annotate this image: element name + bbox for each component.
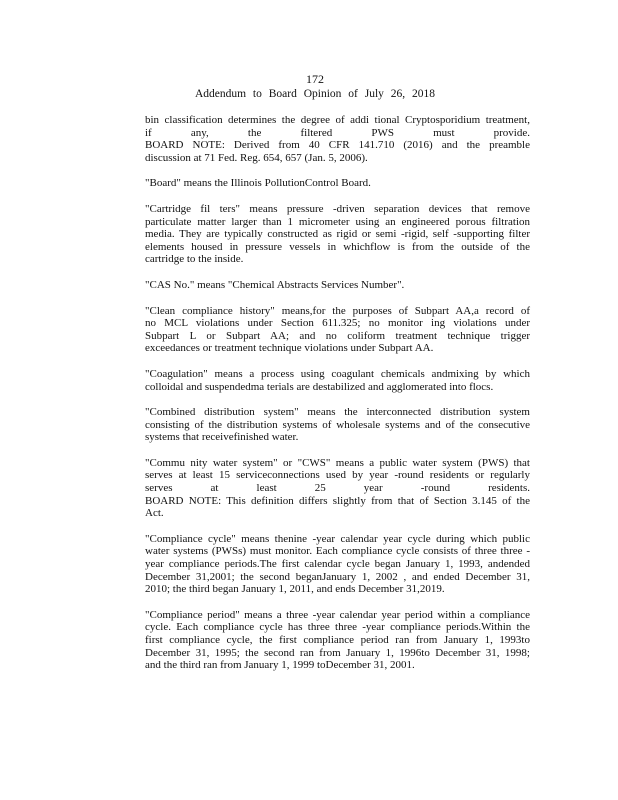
paragraph-line: "Board" means the Illinois PollutionControl Board.: [145, 177, 371, 190]
paragraph-line: "Cartridge fil ters" means pressure -driven separation devices that remove: [145, 202, 530, 215]
paragraph-line: consisting of the distribution systems of wholesale systems and of the consecutive: [145, 418, 530, 431]
paragraph-line: first compliance cycle, the first compliance period ran from January 1, 1993to: [145, 634, 530, 646]
paragraph-line: serves at least 25 year -round residents.: [145, 482, 530, 495]
running-header-text: Addendum to Board Opinion of July 26, 2018: [194, 88, 436, 100]
definition-paragraph-compliance-cycle: [145, 533, 530, 596]
paragraph-line: and the third ran from January 1, 1999 toDecember 31, 2001.: [145, 659, 415, 672]
paragraph-line: Subpart L or Subpart AA; and no coliform treatment technique trigger: [145, 329, 530, 342]
paragraph-line: cartridge to the inside.: [145, 253, 244, 266]
page-number-text: 172: [306, 72, 324, 86]
paragraph-line: cycle. Each compliance cycle has three three -year compliance periods.Within the: [145, 621, 530, 634]
paragraph-line: if any, the filtered PWS must provide.: [145, 126, 530, 139]
paragraph-line: elements housed in pressure vessels in whichflow is from the outside of the: [145, 240, 530, 253]
paragraph-line: "Compliance period" means a three -year calendar year period within a compliance: [145, 608, 530, 621]
paragraph-line: "Combined distribution system" means the interconnected distribution system: [145, 406, 530, 419]
definition-paragraph-compliance-period: [145, 609, 530, 672]
running-header: [0, 88, 618, 100]
page-number: [0, 72, 618, 87]
paragraph-line: discussion at 71 Fed. Reg. 654, 657 (Jan. 5, 2006).: [145, 151, 368, 164]
definition-paragraph-clean-compliance-history: [145, 305, 530, 355]
definition-paragraph-combined-distribution-system: [145, 406, 530, 444]
definition-paragraph-cas-no: [145, 279, 530, 292]
paragraph-line: year compliance periods.The first calendar cycle began January 1, 1993, andended: [145, 558, 530, 571]
paragraph-line: Act.: [145, 507, 164, 520]
paragraph-line: colloidal and suspendedma terials are destabilized and agglomerated into flocs.: [145, 380, 494, 393]
paragraph-line: "CAS No." means "Chemical Abstracts Services Number".: [145, 278, 405, 291]
paragraph-line: no MCL violations under Section 611.325; no monitor ing violations under: [145, 317, 530, 330]
paragraph-line: bin classification determines the degree of addi tional Cryptosporidium treatment,: [145, 114, 530, 126]
paragraph-line: particulate matter larger than 1 micrometer using an engineered porous filtration: [145, 215, 530, 228]
paragraph-line: "Clean compliance history" means,for the purposes of Subpart AA,a record of: [145, 304, 530, 317]
paragraph-line: water systems (PWSs) must monitor. Each compliance cycle consists of three three -: [145, 545, 530, 558]
definition-paragraph-bin-classification: [145, 114, 530, 164]
paragraph-line: media. They are typically constructed as rigid or semi -rigid, self -supporting filter: [145, 228, 530, 241]
definition-paragraph-coagulation: [145, 368, 530, 393]
definition-paragraph-cartridge-filters: [145, 203, 530, 266]
paragraph-line: serves at least 15 serviceconnections used by year -round residents or regularly: [145, 469, 530, 482]
paragraph-line: BOARD NOTE: Derived from 40 CFR 141.710 (2016) and the preamble: [145, 139, 530, 152]
paragraph-line: December 31, 1995; the second ran from January 1, 1996to December 31, 1998;: [145, 646, 530, 659]
paragraph-line: "Coagulation" means a process using coagulant chemicals andmixing by which: [145, 367, 530, 380]
paragraph-line: BOARD NOTE: This definition differs slightly from that of Section 3.145 of the: [145, 494, 530, 507]
paragraph-line: exceedances or treatment technique violations under Subpart AA.: [145, 342, 434, 355]
paragraph-line: 2010; the third began January 1, 2011, and ends December 31,2019.: [145, 583, 445, 596]
document-body: [145, 114, 530, 685]
definition-paragraph-community-water-system: [145, 457, 530, 520]
paragraph-line: December 31,2001; the second beganJanuary 1, 2002 , and ended December 31,: [145, 570, 530, 583]
paragraph-line: "Compliance cycle" means thenine -year calendar year cycle during which public: [145, 532, 530, 545]
paragraph-line: "Commu nity water system" or "CWS" means a public water system (PWS) that: [145, 456, 530, 469]
paragraph-line: systems that receivefinished water.: [145, 431, 299, 444]
definition-paragraph-board: [145, 177, 530, 190]
